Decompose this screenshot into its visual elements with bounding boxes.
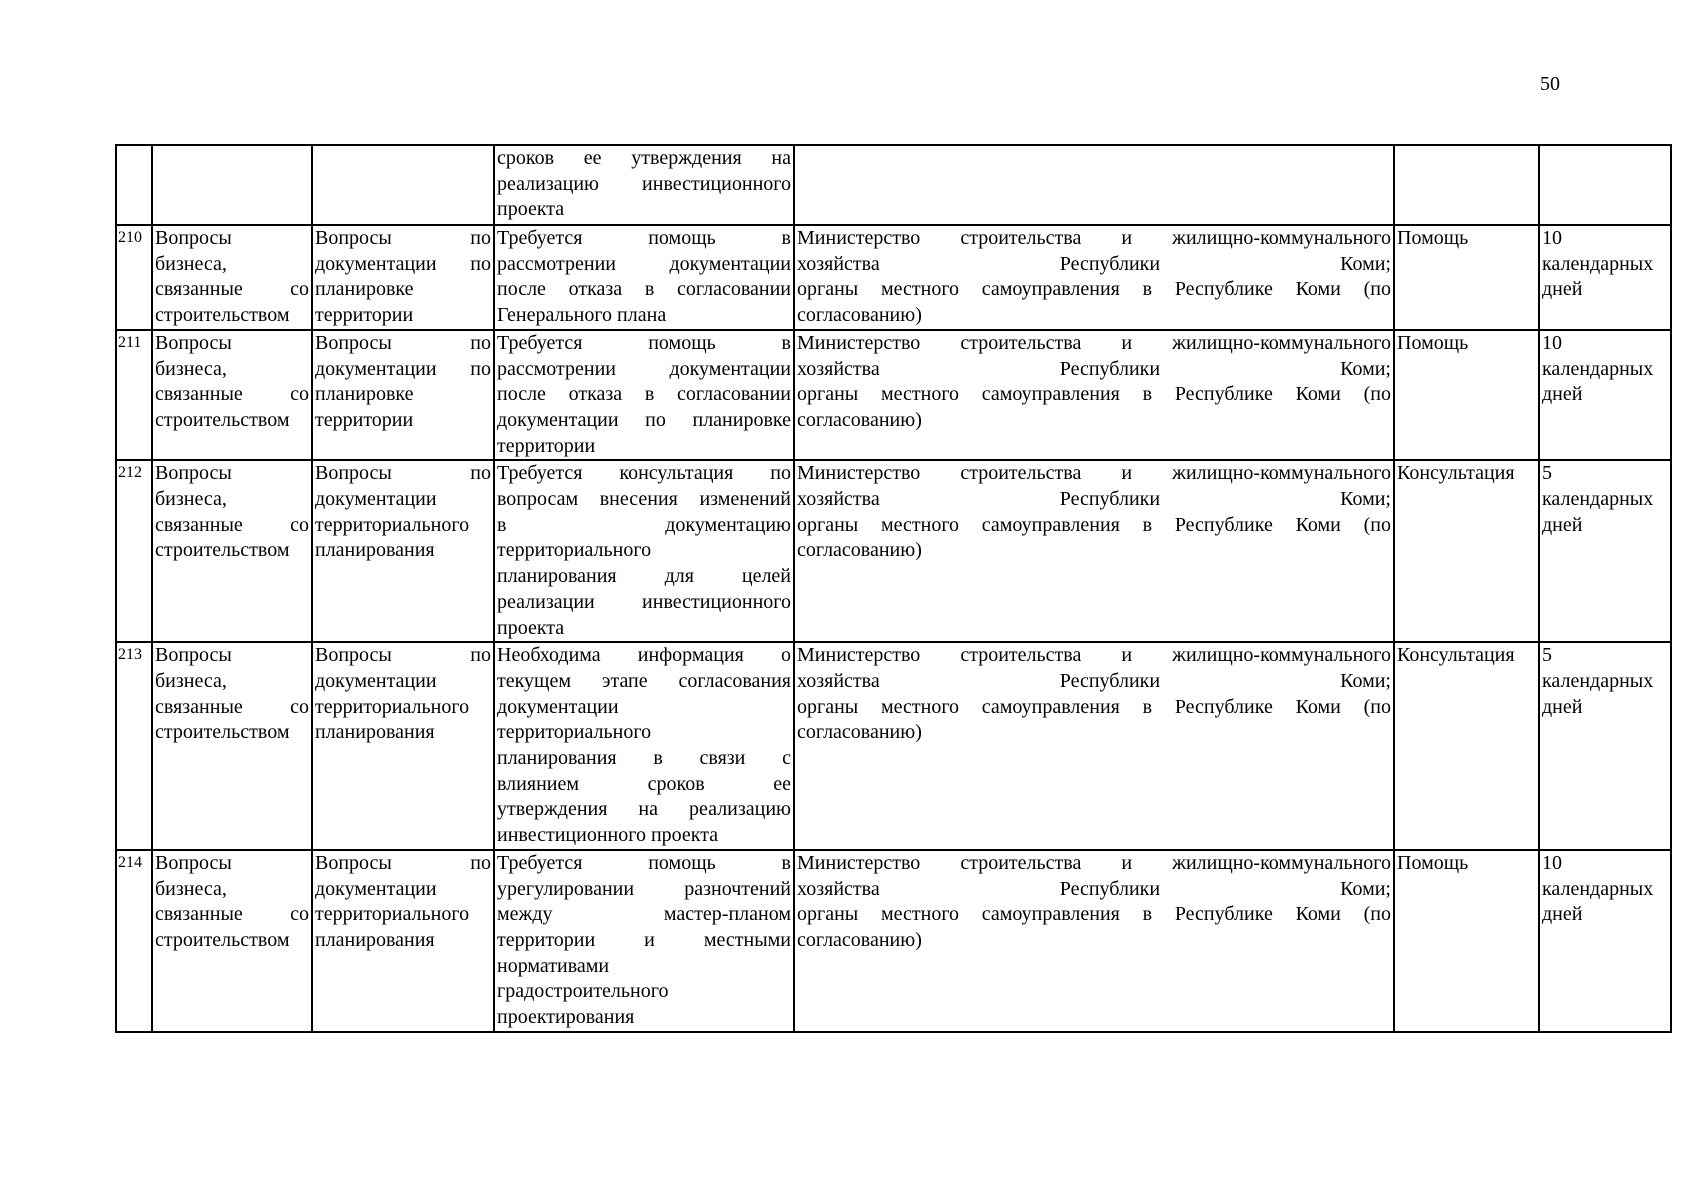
cell-authority-line: органы местного самоуправления в Республике Коми (по [797,513,1391,536]
cell-topic-line: документации по [315,357,491,380]
cell-question-line: реализации инвестиционного [497,590,791,613]
cell-question-line: текущем этапе согласования [497,669,791,692]
cell-number-text: 213 [118,646,142,664]
cell-authority-line: согласованию) [797,539,922,562]
cell-number-text: 210 [118,229,142,246]
cell-authority-line: согласованию) [797,721,922,744]
cell-authority-line: хозяйства Республики Коми; [797,357,1391,380]
cell-number [116,145,152,225]
cell-topic-line: Вопросы по [315,227,491,249]
cell-authority [794,642,1394,850]
table-row [116,145,1671,225]
cell-term-line: 5 [1542,644,1552,667]
cell-question-line: Требуется помощь в [497,227,791,249]
cell-service-type [1394,145,1539,225]
cell-category [152,145,312,225]
cell-authority [794,225,1394,330]
cell-topic-line: документации [315,877,437,900]
cell-authority-line: хозяйства Республики Коми; [797,877,1391,900]
cell-service-type-text: Помощь [1397,227,1469,249]
cell-question-line: градостроительного [497,980,669,1003]
cell-authority [794,330,1394,461]
cell-service-type [1394,642,1539,850]
cell-question-line: планирования для целей [497,565,791,588]
cell-question-line: после отказа в согласовании [497,278,791,301]
cell-category-line: Вопросы [155,851,232,874]
cell-term-line: дней [1542,903,1583,926]
cell-term-line: дней [1542,278,1583,301]
cell-term-line: календарных [1542,252,1654,275]
cell-term-line: календарных [1542,488,1654,511]
cell-topic-line: территории [315,304,414,327]
cell-category-line: Вопросы [155,644,232,667]
cell-topic-line: Вопросы по [315,331,491,354]
cell-category-line: связанные со [155,383,309,406]
cell-authority-line: органы местного самоуправления в Республике Коми (по [797,695,1391,718]
page-number: 50 [1540,73,1560,95]
table-row [116,460,1671,642]
cell-category-line: Вопросы [155,227,232,249]
cell-service-type [1394,850,1539,1032]
cell-service-type-text: Консультация [1397,462,1515,485]
cell-category-line: бизнеса, [155,669,227,692]
cell-category-line: связанные со [155,903,309,926]
cell-question [494,642,794,850]
cell-topic [312,460,494,642]
cell-authority [794,145,1394,225]
cell-question-line: территории и местными [497,928,791,951]
cell-term-line: 10 [1542,227,1562,249]
cell-topic [312,850,494,1032]
cell-topic-line: планирования [315,928,435,951]
cell-question [494,330,794,461]
cell-question [494,225,794,330]
cell-question-line: нормативами [497,954,610,977]
cell-category-line: бизнеса, [155,877,227,900]
cell-question-line: документации по планировке [497,408,791,431]
cell-topic-line: Вопросы по [315,462,491,485]
cell-topic [312,642,494,850]
cell-term-line: дней [1542,383,1583,406]
cell-category-line: строительством [155,539,290,562]
cell-question-line: Генерального плана [497,304,667,327]
cell-authority-line: Министерство строительства и жилищно-коммунального [797,331,1391,354]
cell-question-line: утверждения на реализацию [497,798,791,821]
cell-question-line: после отказа в согласовании [497,383,791,406]
cell-authority [794,460,1394,642]
cell-number-text: 214 [118,853,142,871]
cell-question-line: вопросам внесения изменений [497,488,791,511]
cell-category-line: бизнеса, [155,488,227,511]
cell-topic-line: Вопросы по [315,851,491,874]
cell-category-line: бизнеса, [155,252,227,275]
cell-authority-line: Министерство строительства и жилищно-коммунального [797,851,1391,874]
cell-number [116,642,152,850]
cell-category-line: строительством [155,304,290,327]
cell-question [494,850,794,1032]
cell-topic-line: документации [315,488,437,511]
cell-question-line: реализацию инвестиционного [497,172,791,195]
cell-authority-line: хозяйства Республики Коми; [797,669,1391,692]
cell-authority-line: Министерство строительства и жилищно-коммунального [797,227,1391,249]
cell-term [1539,145,1671,225]
cell-category [152,460,312,642]
cell-authority-line: органы местного самоуправления в Республике Коми (по [797,278,1391,301]
table-row [116,225,1671,330]
cell-topic [312,330,494,461]
cell-question-line: проекта [497,198,565,221]
cell-service-type [1394,460,1539,642]
cell-question-line: сроков ее утверждения на [497,147,791,169]
cell-term-line: 10 [1542,331,1562,354]
cell-question-line: территориального [497,539,652,562]
cell-category [152,225,312,330]
cell-term-line: 10 [1542,851,1562,874]
cell-authority-line: органы местного самоуправления в Республике Коми (по [797,903,1391,926]
cell-question-line: рассмотрении документации [497,357,791,380]
cell-question-line: документации [497,695,619,718]
cell-authority-line: хозяйства Республики Коми; [797,252,1391,275]
cell-service-type-text: Консультация [1397,644,1515,667]
cell-topic-line: территориального [315,695,470,718]
table-row [116,642,1671,850]
cell-question-line: проектирования [497,1006,635,1029]
cell-question-line: между мастер-планом [497,903,791,926]
cell-category [152,850,312,1032]
cell-topic-line: территории [315,408,414,431]
cell-question-line: проекта [497,616,565,639]
cell-topic-line: планирования [315,539,435,562]
cell-term-line: 5 [1542,462,1552,485]
cell-category-line: бизнеса, [155,357,227,380]
cell-question-line: рассмотрении документации [497,252,791,275]
table-row [116,850,1671,1032]
cell-authority-line: согласованию) [797,928,922,951]
cell-topic-line: планировке [315,278,414,301]
cell-category-line: связанные со [155,278,309,301]
cell-term-line: календарных [1542,357,1654,380]
cell-term [1539,330,1671,461]
cell-topic-line: Вопросы по [315,644,491,667]
cell-topic-line: планировке [315,383,414,406]
cell-topic-line: территориального [315,513,470,536]
cell-authority [794,850,1394,1032]
cell-category-line: Вопросы [155,331,232,354]
cell-authority-line: согласованию) [797,304,922,327]
cell-question [494,460,794,642]
cell-topic [312,225,494,330]
cell-question-line: в документацию [497,513,791,536]
cell-topic-line: документации по [315,252,491,275]
cell-term-line: календарных [1542,669,1654,692]
cell-question-line: Требуется помощь в [497,851,791,874]
cell-authority-line: хозяйства Республики Коми; [797,488,1391,511]
cell-service-type [1394,225,1539,330]
cell-topic-line: планирования [315,721,435,744]
cell-number-text: 211 [118,333,142,351]
cell-question-line: территории [497,434,596,457]
cell-question-line: Требуется консультация по [497,462,791,485]
cell-question-line: влиянием сроков ее [497,772,791,795]
cell-category-line: связанные со [155,695,309,718]
cell-number [116,330,152,461]
cell-authority-line: органы местного самоуправления в Республике Коми (по [797,383,1391,406]
cell-category [152,642,312,850]
cell-number [116,460,152,642]
cell-question-line: Требуется помощь в [497,331,791,354]
cell-service-type-text: Помощь [1397,331,1469,354]
cell-question-line: территориального [497,721,652,744]
services-table [115,144,1672,1033]
cell-term [1539,460,1671,642]
cell-service-type-text: Помощь [1397,851,1469,874]
cell-category-line: строительством [155,408,290,431]
cell-number [116,225,152,330]
cell-topic [312,145,494,225]
cell-term-line: дней [1542,695,1583,718]
cell-question-line: урегулировании разночтений [497,877,791,900]
cell-term-line: календарных [1542,877,1654,900]
cell-topic-line: территориального [315,903,470,926]
cell-topic-line: документации [315,669,437,692]
cell-category-line: строительством [155,928,290,951]
cell-term [1539,642,1671,850]
cell-number-text: 212 [118,464,142,482]
cell-term-line: дней [1542,513,1583,536]
cell-authority-line: согласованию) [797,408,922,431]
cell-question-line: Необходима информация о [497,644,791,667]
cell-category-line: строительством [155,721,290,744]
cell-authority-line: Министерство строительства и жилищно-коммунального [797,462,1391,485]
cell-category-line: Вопросы [155,462,232,485]
cell-category-line: связанные со [155,513,309,536]
cell-question-line: планирования в связи с [497,747,791,770]
table-row [116,330,1671,461]
cell-number [116,850,152,1032]
cell-service-type [1394,330,1539,461]
cell-authority-line: Министерство строительства и жилищно-коммунального [797,644,1391,667]
cell-question [494,145,794,225]
cell-question-line: инвестиционного проекта [497,824,719,847]
cell-term [1539,850,1671,1032]
cell-term [1539,225,1671,330]
cell-category [152,330,312,461]
